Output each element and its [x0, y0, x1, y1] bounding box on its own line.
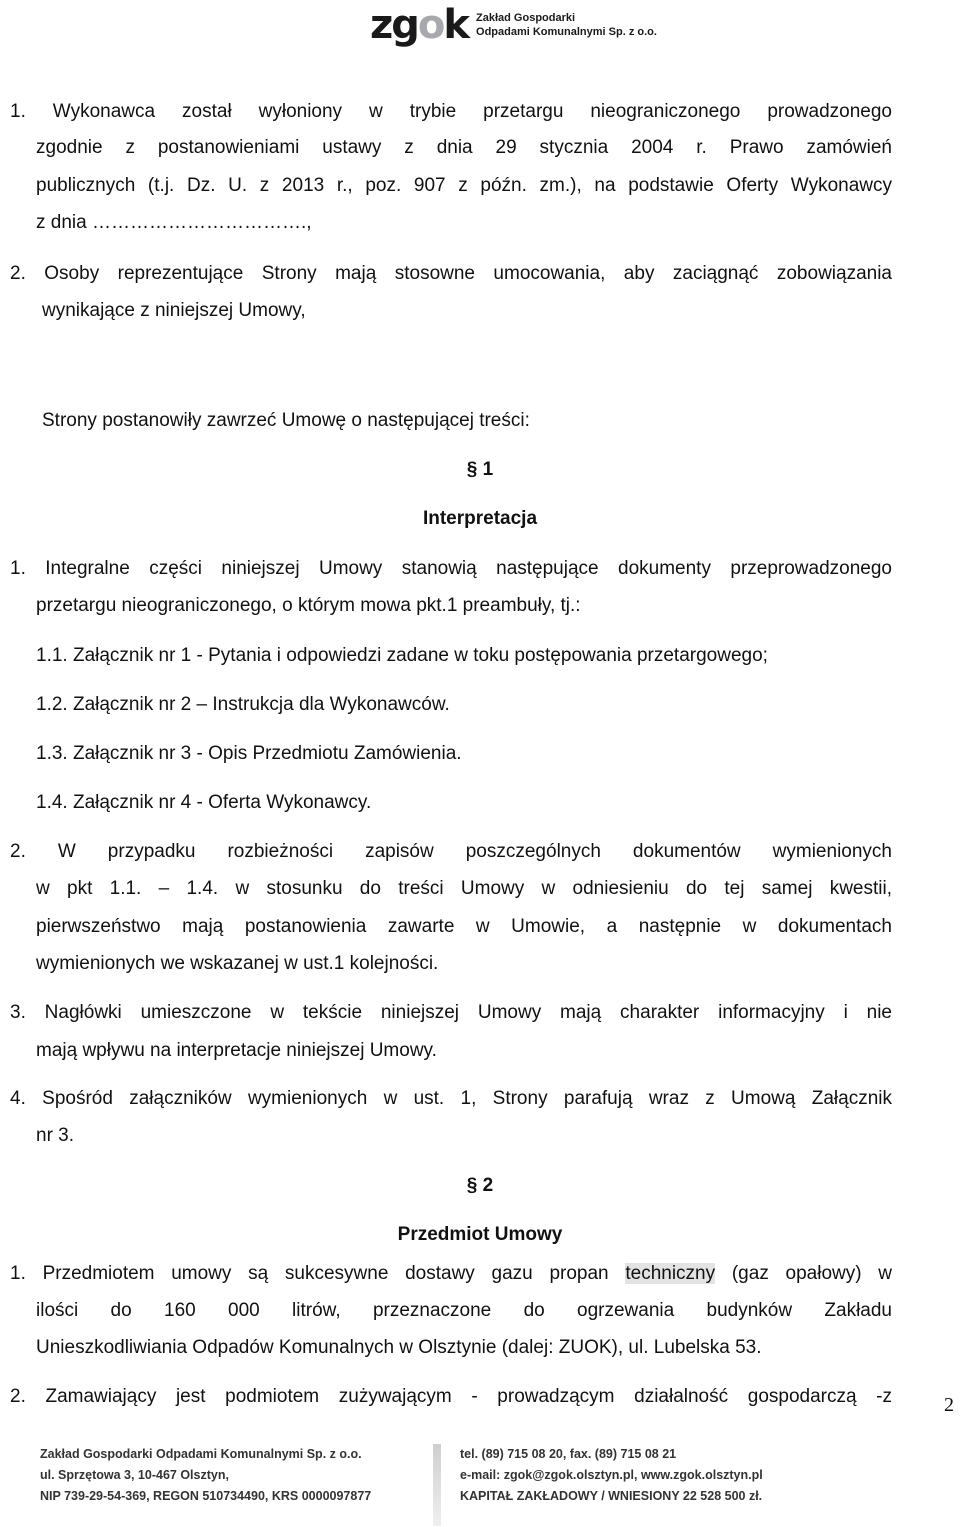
s2-line-3: Unieszkodliwiania Odpadów Komunalnych w Olsztynie (dalej: ZUOK), ul. Lubelska 53. — [36, 1337, 762, 1358]
footer — [0, 1440, 960, 1527]
section-2-title: Przedmiot Umowy — [397, 1224, 563, 1245]
s2-line-1-post: (gaz opałowy) w — [731, 1263, 893, 1284]
intro-p1-line-1: 1. Wykonawca został wyłoniony w trybie przetargu nieograniczonego prowadzonego — [10, 101, 892, 122]
intro-statement: Strony postanowiły zawrzeć Umowę o następującej treści: — [42, 410, 530, 431]
s1-p4-line-1: 4. Spośród załączników wymienionych w ust. 1, Strony parafują wraz z Umową Załącznik — [10, 1088, 892, 1109]
s2-line-4: 2. Zamawiający jest podmiotem zużywającym - prowadzącym działalność gospodarczą -z — [10, 1386, 892, 1407]
s1-p2-line-4: wymienionych we wskazanej w ust.1 kolejności. — [36, 953, 439, 974]
s1-p2-line-1: 2. W przypadku rozbieżności zapisów poszczególnych dokumentów wymienionych — [10, 841, 892, 862]
footer-phone: tel. (89) 715 08 20, fax. (89) 715 08 21 — [460, 1447, 677, 1461]
s1-p2-line-3: pierwszeństwo mają postanowienia zawarte w Umowie, a następnie w dokumentach — [36, 916, 892, 937]
footer-capital: KAPITAŁ ZAKŁADOWY / WNIESIONY 22 528 500 zł. — [460, 1489, 763, 1503]
s1-item-1-4: 1.4. Załącznik nr 4 - Oferta Wykonawcy. — [36, 792, 372, 813]
logo-company-name — [476, 11, 657, 39]
logo-company-line-1: Zakład Gospodarki — [476, 12, 576, 24]
logo-company-line-2: Odpadami Komunalnymi Sp. z o.o. — [476, 26, 657, 38]
s2-highlighted-word: techniczny — [625, 1263, 716, 1284]
footer-left — [40, 1444, 371, 1507]
footer-divider — [433, 1444, 441, 1526]
page-number: 2 — [944, 1394, 954, 1416]
company-logo — [370, 2, 657, 48]
footer-address: ul. Sprzętowa 3, 10-467 Olsztyn, — [40, 1468, 229, 1482]
s1-item-1-3: 1.3. Załącznik nr 3 - Opis Przedmiotu Zamówienia. — [36, 743, 462, 764]
s1-item-1-1: 1.1. Załącznik nr 1 - Pytania i odpowiedzi zadane w toku postępowania przetargowego; — [36, 645, 768, 666]
logo-mark: zgok — [370, 2, 469, 48]
footer-company-name: Zakład Gospodarki Odpadami Komunalnymi Sp. z o.o. — [40, 1447, 362, 1461]
s1-p2-line-2: w pkt 1.1. – 1.4. w stosunku do treści Umowy w odniesieniu do tej samej kwestii, — [36, 878, 892, 899]
footer-right — [460, 1444, 763, 1507]
intro-p2-line-1: 2. Osoby reprezentujące Strony mają stosowne umocowania, aby zaciągnąć zobowiązania — [10, 263, 892, 284]
footer-registry: NIP 739-29-54-369, REGON 510734490, KRS 0000097877 — [40, 1489, 372, 1503]
s2-line-1 — [10, 1263, 892, 1285]
footer-email: e-mail: zgok@zgok.olsztyn.pl, www.zgok.olsztyn.pl — [460, 1468, 763, 1482]
s2-line-2: ilości do 160 000 litrów, przeznaczone do ogrzewania budynków Zakładu — [36, 1300, 892, 1321]
s1-p3-line-2: mają wpływu na interpretacje niniejszej Umowy. — [36, 1040, 437, 1061]
intro-p1-line-2: zgodnie z postanowieniami ustawy z dnia 29 stycznia 2004 r. Prawo zamówień — [36, 137, 892, 158]
s1-line-2: przetargu nieograniczonego, o którym mowa pkt.1 preambuły, tj.: — [36, 595, 581, 616]
intro-p2-line-2: wynikające z niniejszej Umowy, — [42, 300, 306, 321]
s1-p3-line-1: 3. Nagłówki umieszczone w tekście niniejszej Umowy mają charakter informacyjny i nie — [10, 1002, 892, 1023]
section-2-symbol: § 2 — [466, 1175, 494, 1196]
intro-p1-line-4: z dnia ……………………………., — [36, 212, 312, 233]
intro-p1-line-3: publicznych (t.j. Dz. U. z 2013 r., poz. 907 z późn. zm.), na podstawie Oferty Wykonawcy — [36, 175, 892, 196]
s1-item-1-2: 1.2. Załącznik nr 2 – Instrukcja dla Wykonawców. — [36, 694, 450, 715]
s1-p4-line-2: nr 3. — [36, 1125, 75, 1146]
section-1-title: Interpretacja — [422, 508, 538, 529]
s1-line-1: 1. Integralne części niniejszej Umowy stanowią następujące dokumenty przeprowadzonego — [10, 558, 892, 579]
s2-line-1-pre: 1. Przedmiotem umowy są sukcesywne dostawy gazu propan — [10, 1263, 609, 1284]
section-1-symbol: § 1 — [466, 459, 494, 480]
